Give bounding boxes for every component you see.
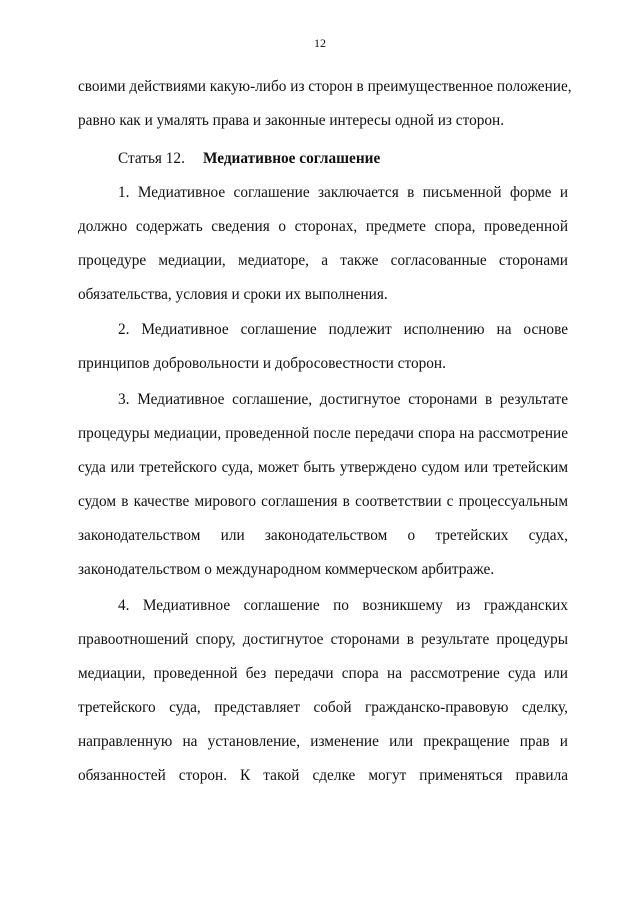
paragraph-line: 2. Медиативное соглашение подлежит исполнению на основе bbox=[118, 321, 568, 338]
paragraph-line: процедуры медиации, проведенной после передачи спора на рассмотрение bbox=[78, 425, 568, 442]
paragraph-4 bbox=[78, 589, 568, 793]
paragraph-line: 4. Медиативное соглашение по возникшему из гражданских bbox=[118, 597, 568, 614]
paragraph-line: 1. Медиативное соглашение заключается в письменной форме и bbox=[118, 184, 568, 201]
paragraph-line: суда или третейского суда, может быть утверждено судом или третейским bbox=[78, 459, 568, 476]
paragraph-line: судом в качестве мирового соглашения в соответствии с процессуальным bbox=[78, 493, 568, 510]
intro-text bbox=[78, 70, 572, 138]
paragraph-line: принципов добровольности и добросовестности сторон. bbox=[78, 355, 446, 372]
paragraph-line: медиации, проведенной без передачи спора на рассмотрение суда или bbox=[78, 665, 568, 682]
paragraph-line: законодательством или законодательством о третейских судах, bbox=[78, 527, 568, 544]
paragraph-1 bbox=[78, 176, 568, 312]
article-number: Статья 12. bbox=[118, 150, 185, 167]
paragraph-line: третейского суда, представляет собой гражданско-правовую сделку, bbox=[78, 699, 568, 716]
paragraph-line: должно содержать сведения о сторонах, предмете спора, проведенной bbox=[78, 218, 568, 235]
paragraph-3 bbox=[78, 383, 568, 587]
article-title: Медиативное соглашение bbox=[203, 150, 381, 167]
paragraph-line: 3. Медиативное соглашение, достигнутое сторонами в результате bbox=[118, 391, 568, 408]
paragraph-line: обязательства, условия и сроки их выполнения. bbox=[78, 286, 388, 303]
paragraph-line: направленную на установление, изменение или прекращение прав и bbox=[78, 733, 568, 750]
paragraph-line: обязанностей сторон. К такой сделке могут применяться правила bbox=[78, 767, 568, 784]
intro-line: равно как и умалять права и законные интересы одной из сторон. bbox=[78, 112, 505, 129]
paragraph-2 bbox=[78, 313, 568, 381]
paragraph-line: законодательством о международном коммерческом арбитраже. bbox=[78, 561, 495, 578]
article-heading bbox=[118, 142, 380, 176]
paragraph-line: процедуре медиации, медиаторе, а также согласованные сторонами bbox=[78, 252, 568, 269]
page-number: 12 bbox=[314, 36, 326, 50]
paragraph-line: правоотношений спору, достигнутое сторонами в результате процедуры bbox=[78, 631, 568, 648]
intro-line: своими действиями какую-либо из сторон в преимущественное положение, bbox=[78, 78, 572, 95]
